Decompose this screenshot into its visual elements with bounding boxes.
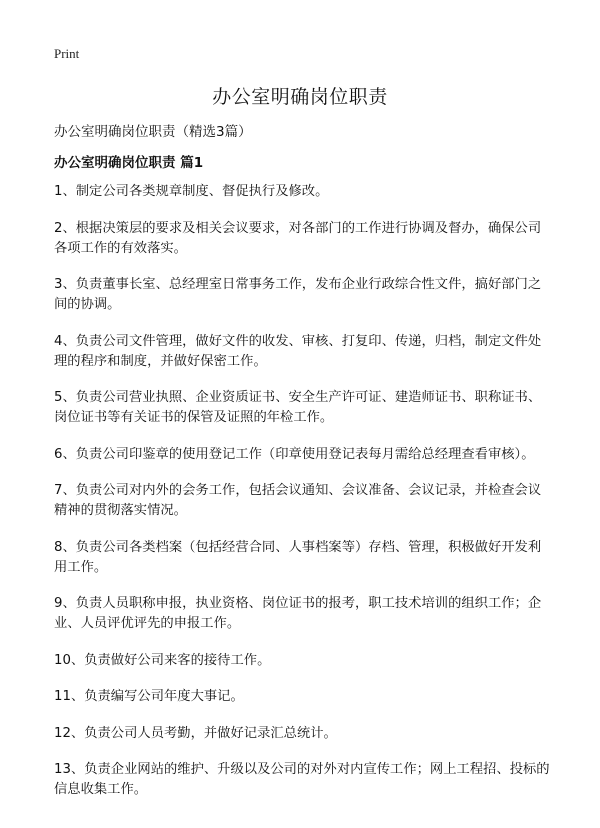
list-item: 10、负责做好公司来客的接待工作。 <box>54 652 271 668</box>
list-item: 4、负责公司文件管理，做好文件的收发、审核、打复印、传递，归档，制定文件处理的程序和制度，并做好保密工作。 <box>54 333 542 369</box>
list-item: 8、负责公司各类档案（包括经营合同、人事档案等）存档、管理，积极做好开发利用工作。 <box>54 539 542 575</box>
list-item: 2、根据决策层的要求及相关会议要求，对各部门的工作进行协调及督办，确保公司各项工作的有效落实。 <box>54 220 542 256</box>
document-subtitle: 办公室明确岗位职责（精选3篇） <box>54 124 252 140</box>
list-item: 5、负责公司营业执照、企业资质证书、安全生产许可证、建造师证书、职称证书、岗位证书等有关证书的保管及证照的年检工作。 <box>54 390 542 425</box>
document-title: 办公室明确岗位职责 <box>212 86 388 108</box>
list-item: 6、负责公司印鉴章的使用登记工作（印章使用登记表每月需给总经理查看审核）。 <box>54 446 535 462</box>
list-item: 11、负责编写公司年度大事记。 <box>54 689 244 704</box>
list-item: 13、负责企业网站的维护、升级以及公司的对外对内宣传工作；网上工程招、投标的信息收集工作。 <box>54 762 550 797</box>
responsibility-list <box>54 182 550 817</box>
list-item: 3、负责董事长室、总经理室日常事务工作，发布企业行政综合性文件，搞好部门之间的协调。 <box>54 277 542 312</box>
list-item: 7、负责公司对内外的会务工作，包括会议通知、会议准备、会议记录，并检查会议精神的贯彻落实情况。 <box>54 483 542 518</box>
list-item: 12、负责公司人员考勤，并做好记录汇总统计。 <box>54 725 337 741</box>
section-heading: 办公室明确岗位职责 篇1 <box>54 155 204 171</box>
list-item: 9、负责人员职称申报，执业资格、岗位证书的报考，职工技术培训的组织工作；企业、人员评优评先的申报工作。 <box>54 596 542 631</box>
list-item: 1、制定公司各类规章制度、督促执行及修改。 <box>54 184 329 199</box>
print-link[interactable]: Print <box>54 46 80 61</box>
